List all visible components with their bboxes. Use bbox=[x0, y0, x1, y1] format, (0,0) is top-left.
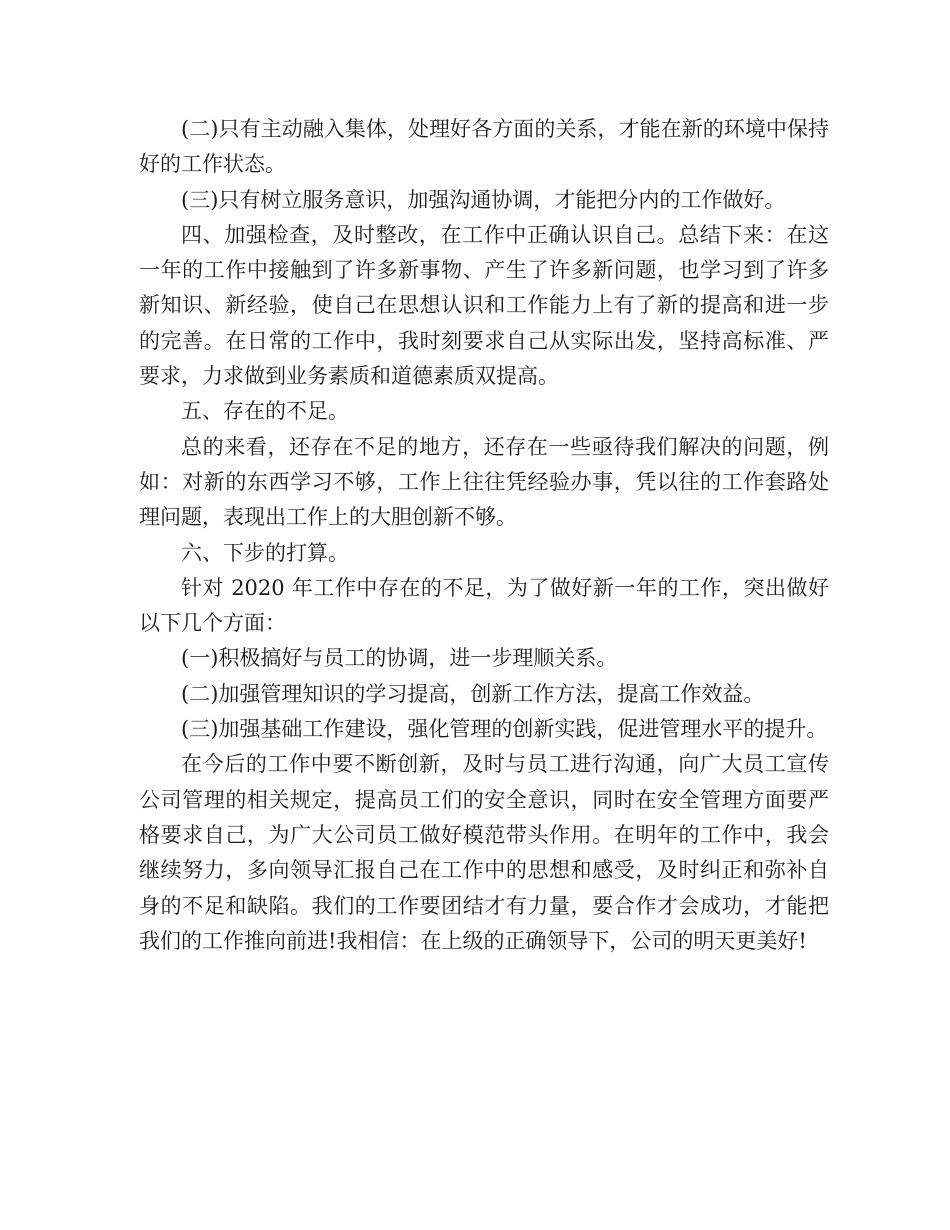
paragraph-shortcomings: 总的来看，还存在不足的地方，还存在一些亟待我们解决的问题，例如：对新的东西学习不够，工作上往往凭经验办事，凭以往的工作套路处理问题，表现出工作上的大胆创新不够。 bbox=[139, 434, 829, 530]
heading-section-six: 六、下步的打算。 bbox=[181, 540, 349, 565]
heading-section-five: 五、存在的不足。 bbox=[181, 399, 349, 424]
paragraph-conclusion: 在今后的工作中要不断创新，及时与员工进行沟通，向广大员工宣传公司管理的相关规定，提高员工们的安全意识，同时在安全管理方面要严格要求自己，为广大公司员工做好模范带头作用。在明年的工作中，我会继续努力，多向领导汇报自己在工作中的思想和感受，及时纠正和弥补自身的不足和缺陷。我们的工作要团结才有力量，要合作才会成功，才能把我们的工作推向前进!我相信：在上级的正确领导下，公司的明天更美好! bbox=[139, 752, 829, 953]
paragraph-plan-item-2: (二)加强管理知识的学习提高，创新工作方法，提高工作效益。 bbox=[181, 681, 765, 706]
paragraph-section-four: 四、加强检查，及时整改，在工作中正确认识自己。总结下来：在这一年的工作中接触到了许多新事物、产生了许多新问题，也学习到了许多新知识、新经验，使自己在思想认识和工作能力上有了新的提高和进一步的完善。在日常的工作中，我时刻要求自己从实际出发，坚持高标准、严要求，力求做到业务素质和道德素质双提高。 bbox=[139, 222, 829, 389]
paragraph-plan-intro: 针对 2020 年工作中存在的不足，为了做好新一年的工作，突出做好以下几个方面： bbox=[139, 575, 829, 636]
paragraph-plan-item-3: (三)加强基础工作建设，强化管理的创新实践，促进管理水平的提升。 bbox=[181, 717, 828, 742]
document-body bbox=[139, 112, 829, 959]
paragraph-service-awareness: (三)只有树立服务意识，加强沟通协调，才能把分内的工作做好。 bbox=[181, 187, 786, 212]
paragraph-plan-item-1: (一)积极搞好与员工的协调，进一步理顺关系。 bbox=[181, 646, 618, 671]
paragraph-team-integration: (二)只有主动融入集体，处理好各方面的关系，才能在新的环境中保持好的工作状态。 bbox=[139, 117, 829, 177]
